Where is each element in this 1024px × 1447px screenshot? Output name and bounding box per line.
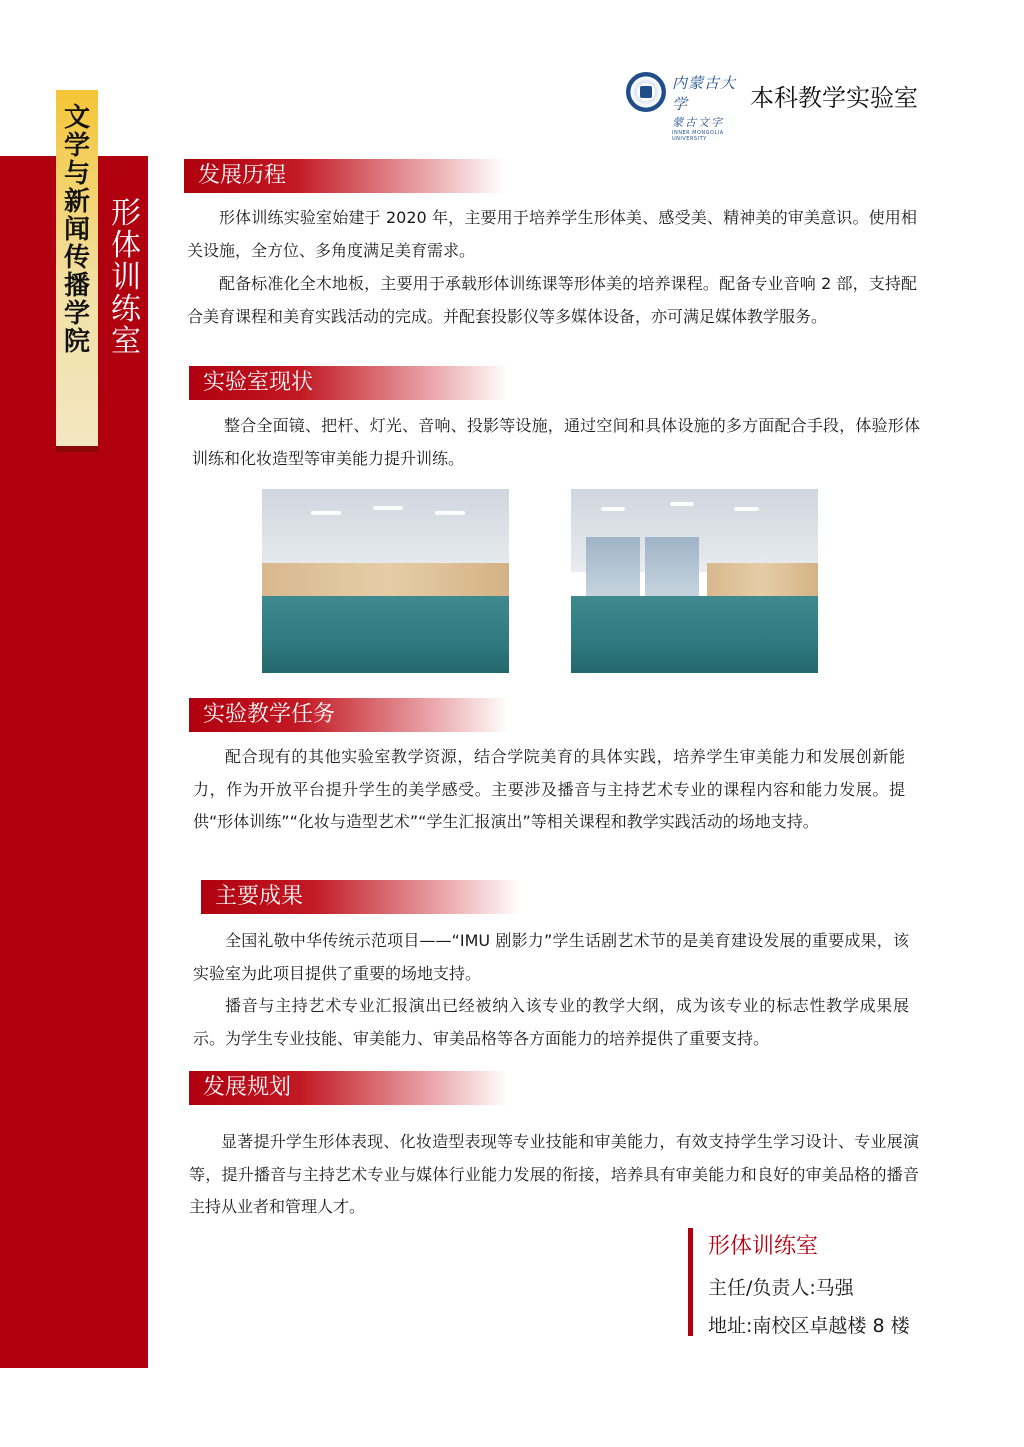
section-title-teaching-tasks: 实验教学任务 — [189, 698, 509, 732]
calligraphy-line-1: 内蒙古大学 — [672, 74, 737, 113]
college-name — [56, 104, 98, 356]
lab-name-char: 形 — [111, 196, 141, 231]
lab-name-vertical — [104, 198, 148, 358]
info-card-title: 形体训练室 — [708, 1234, 819, 1259]
college-name-char: 与 — [63, 159, 90, 189]
lab-name-char: 练 — [111, 292, 141, 327]
section-title-history: 发展历程 — [184, 159, 504, 193]
achievements-paragraph-2: 播音与主持艺术专业汇报演出已经被纳入该专业的教学大纲，成为该专业的标志性教学成果展示。为学生专业技能、审美能力、审美品格等各方面能力的培养提供了重要支持。 — [193, 996, 909, 1048]
development-plan-paragraph: 显著提升学生形体表现、化妆造型表现等专业技能和审美能力，有效支持学生学习设计、专业展演等，提升播音与主持艺术专业与媒体行业能力发展的衔接，培养具有审美能力和良好的审美品格的播音主持从业者和管理人才。 — [189, 1132, 919, 1216]
college-name-char: 院 — [63, 327, 90, 357]
teaching-tasks-paragraph: 配合现有的其他实验室教学资源，结合学院美育的具体实践，培养学生审美能力和发展创新能力，作为开放平台提升学生的美学感受。主要涉及播音与主持艺术专业的课程内容和能力发展。提供“形体训练”“化妆与造型艺术”“学生汇报演出”等相关课程和教学实践活动的场地支持。 — [193, 747, 905, 831]
lab-name-char: 室 — [111, 324, 141, 359]
history-paragraph-1: 形体训练实验室始建于 2020 年，主要用于培养学生形体美、感受美、精神美的审美意识。使用相关设施，全方位、多角度满足美育需求。 — [187, 208, 917, 260]
section-title-status: 实验室现状 — [189, 366, 509, 400]
lab-name-char: 体 — [111, 228, 141, 263]
college-name-char: 传 — [63, 243, 90, 273]
calligraphy-line-2: 蒙古文字 — [672, 116, 724, 129]
lab-category-title: 本科教学实验室 — [750, 84, 918, 112]
college-name-char: 学 — [63, 131, 90, 161]
info-card-accent-bar — [688, 1228, 693, 1336]
dance-room-photo-side — [571, 489, 818, 673]
lab-name-char: 训 — [111, 260, 141, 295]
college-name-char: 闻 — [63, 215, 90, 245]
college-name-char: 学 — [63, 299, 90, 329]
university-calligraphy-logo — [672, 72, 748, 142]
college-name-char: 新 — [63, 187, 90, 217]
status-paragraph: 整合全面镜、把杆、灯光、音响、投影等设施，通过空间和具体设施的多方面配合手段，体验形体训练和化妆造型等审美能力提升训练。 — [192, 416, 920, 468]
college-name-char: 播 — [63, 271, 90, 301]
college-name-char: 文 — [63, 103, 90, 133]
section-title-achievements: 主要成果 — [201, 880, 521, 914]
dance-room-photo-front — [262, 489, 509, 673]
info-card-address: 地址:南校区卓越楼 8 楼 — [708, 1315, 910, 1337]
section-title-development-plan: 发展规划 — [189, 1071, 509, 1105]
history-paragraph-2: 配备标准化全木地板，主要用于承载形体训练课等形体美的培养课程。配备专业音响 2 部，支持配合美育课程和美育实践活动的完成。并配套投影仪等多媒体设备，亦可满足媒体教学服务。 — [187, 274, 917, 326]
info-card-director: 主任/负责人:马强 — [708, 1277, 854, 1299]
seal-center-mark — [640, 86, 652, 98]
achievements-paragraph-1: 全国礼敬中华传统示范项目——“IMU 剧影力”学生话剧艺术节的是美育建设发展的重要成果，该实验室为此项目提供了重要的场地支持。 — [193, 931, 909, 983]
calligraphy-line-3: INNER MONGOLIA UNIVERSITY — [672, 130, 724, 142]
